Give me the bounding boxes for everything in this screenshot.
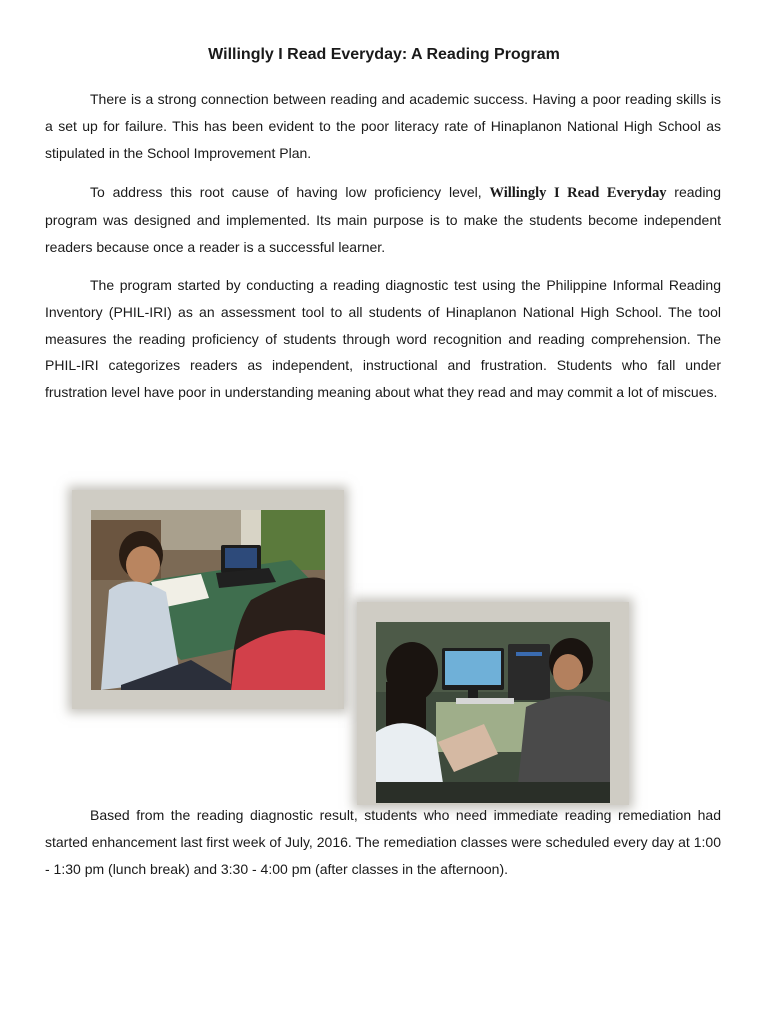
photo-computer-session-image (376, 622, 610, 803)
paragraph-diagnostic-test: The program started by conducting a reading diagnostic test using the Philippine Informal Reading Inventory (PHIL-IRI) as an assessment tool to all students of Hinaplanon National High School. The tool measures the reading proficiency of students through word recognition and reading comprehension. The PHIL-IRI categorizes readers as independent, instructional and frustration. Students who fall under frustration level have poor in understanding meaning about what they read and may commit a lot of miscues. (45, 277, 721, 401)
paragraph-intro: There is a strong connection between reading and academic success. Having a poor reading skills is a set up for failure. This has been evident to the poor literacy rate of Hinaplanon National High School as stipulated in the School Improvement Plan. (45, 91, 721, 161)
paragraph-program-purpose (45, 179, 721, 260)
photo-frame-student-reading (72, 490, 344, 709)
paragraph-remediation-schedule: Based from the reading diagnostic result, students who need immediate reading remediation had started enhancement last first week of July, 2016. The remediation classes were scheduled every day at 1:00 - 1:30 pm (lunch break) and 3:30 - 4:00 pm (after classes in the afternoon). (45, 807, 721, 877)
photo-frame-computer-session (357, 602, 629, 805)
photo-student-reading (91, 510, 325, 690)
photo-student-reading-image (91, 510, 325, 690)
photo-computer-session (376, 622, 610, 803)
program-name-emphasis: Willingly I Read Everyday (489, 185, 667, 201)
paragraph-program-purpose-lead: To address this root cause of having low proficiency level, (90, 184, 490, 200)
document-title: Willingly I Read Everyday: A Reading Program (208, 46, 560, 63)
paragraph-program-purpose-rest: reading program was designed and implemented. Its main purpose is to make the students become independent readers because once a reader is a successful learner. (45, 184, 722, 255)
